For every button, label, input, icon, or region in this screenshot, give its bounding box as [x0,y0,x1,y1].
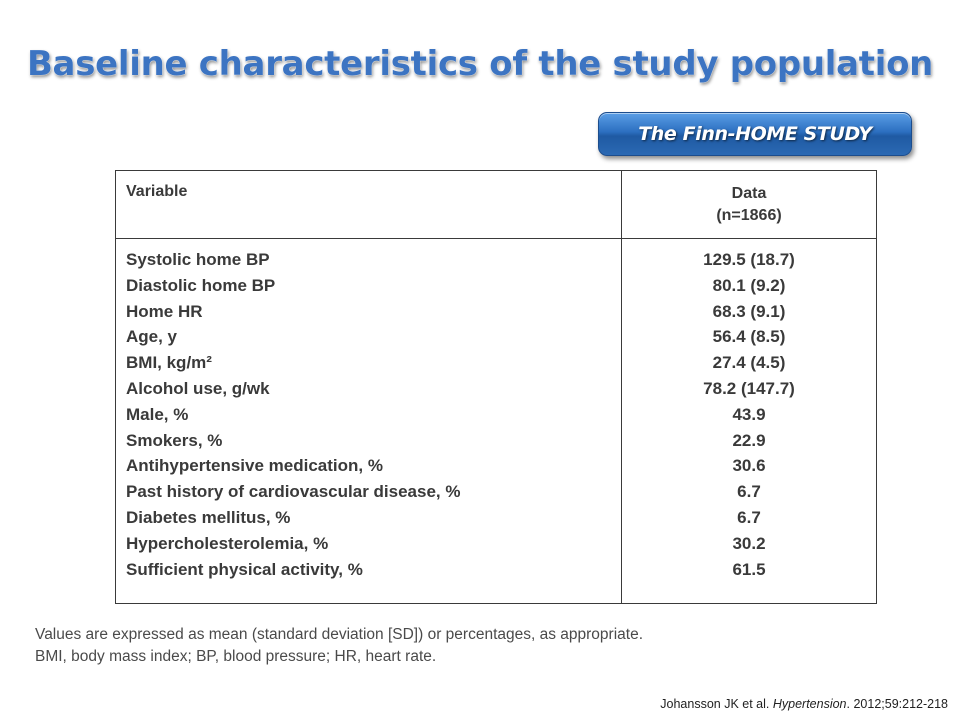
variable-cell: Smokers, % [126,430,223,450]
citation [660,697,948,711]
variable-cell: Home HR [126,301,203,321]
study-badge: The Finn-HOME STUDY [598,112,912,156]
value-cell: 6.7 [737,482,761,502]
variable-cell: Antihypertensive medication, % [126,456,383,476]
value-cell: 22.9 [732,430,766,450]
value-cell: 68.3 (9.1) [712,301,786,321]
value-cell: 80.1 (9.2) [712,275,786,295]
value-cell: 78.2 (147.7) [703,378,795,398]
variable-cell: Systolic home BP [126,250,270,269]
variable-cell: Diastolic home BP [126,275,276,295]
header-variable: Variable [126,183,188,200]
header-data-n: (n=1866) [716,207,782,224]
variable-cell: Sufficient physical activity, % [126,559,363,579]
header-data-label: Data [731,185,767,202]
variable-cell: Diabetes mellitus, % [126,507,291,527]
header-data [622,183,876,227]
value-cell: 6.7 [737,507,761,527]
slide-title: Baseline characteristics of the study population [26,44,934,84]
value-cell: 129.5 (18.7) [703,250,795,269]
value-cell: 30.2 [732,533,766,553]
variable-cell: BMI, kg/m² [126,353,212,373]
footnote [35,624,643,668]
value-cell: 27.4 (4.5) [712,353,786,373]
baseline-table [115,170,877,604]
footnote-line: Values are expressed as mean (standard deviation [SD]) or percentages, as appropriate. [35,626,643,643]
variable-cell: Past history of cardiovascular disease, % [126,482,461,502]
citation-journal: Hypertension [772,697,847,711]
value-cell: 43.9 [732,404,766,424]
value-cell: 61.5 [732,559,766,579]
variable-list [126,247,460,582]
citation-details: . 2012;59:212-218 [846,697,948,711]
citation-authors: Johansson JK et al. [660,697,773,711]
variable-cell: Hypercholesterolemia, % [126,533,329,553]
footnote-line: BMI, body mass index; BP, blood pressure; HR, heart rate. [35,648,437,665]
variable-cell: Male, % [126,404,189,424]
table-header-divider [116,238,876,239]
value-list [622,247,876,582]
value-cell: 56.4 (8.5) [712,327,786,347]
variable-cell: Age, y [126,327,178,347]
variable-cell: Alcohol use, g/wk [126,378,270,398]
value-cell: 30.6 [732,456,766,476]
